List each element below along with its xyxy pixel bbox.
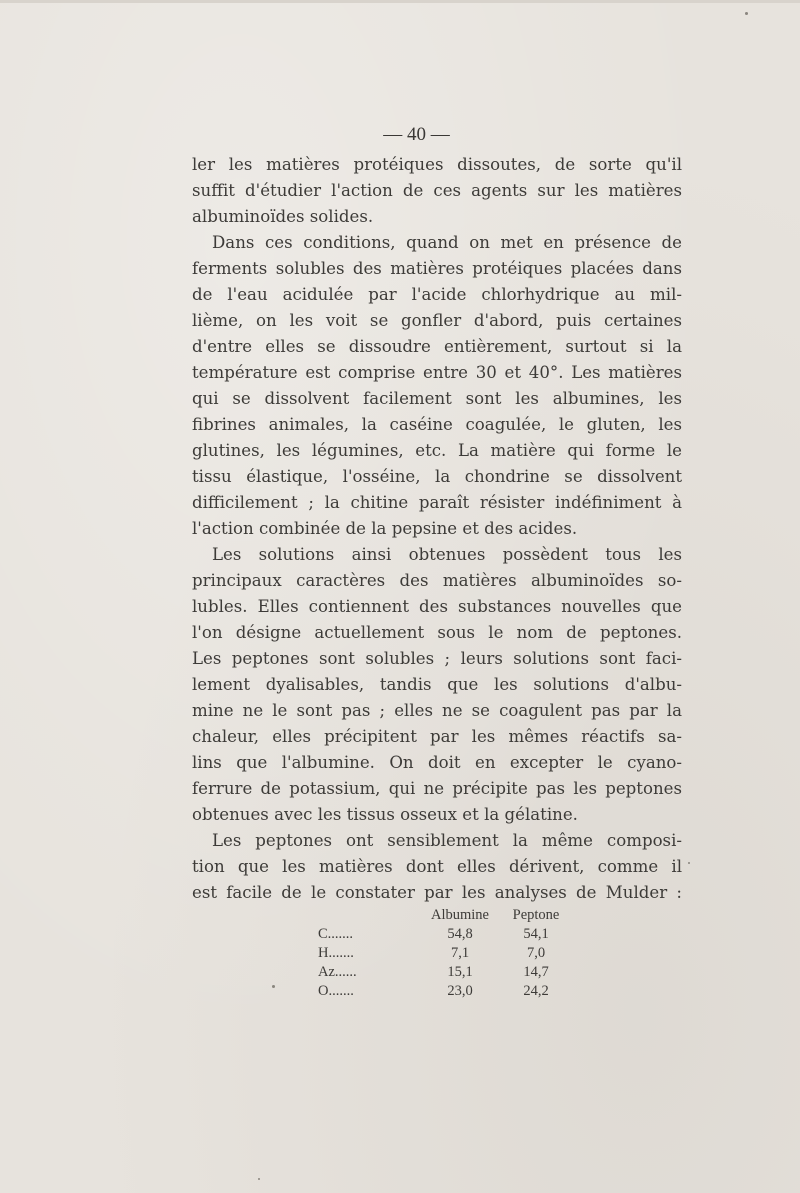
- text-line: Dans ces conditions, quand on met en présence de: [212, 233, 682, 252]
- text-line: tion que les matières dont elles dérivent, comme il: [192, 857, 682, 876]
- peptone-cell: 54,1: [523, 926, 549, 942]
- paper-speck: [688, 862, 690, 864]
- text-line: lubles. Elles contiennent des substances nouvelles que: [192, 597, 682, 616]
- paragraph-3: [192, 542, 682, 828]
- albumine-cell: 23,0: [447, 983, 473, 999]
- text-line: ferments solubles des matières protéiques placées dans: [192, 259, 682, 278]
- composition-table: [318, 906, 574, 1001]
- albumine-cell: 7,1: [450, 945, 470, 961]
- text-line: qui se dissolvent facilement sont les albumines, les: [192, 389, 682, 408]
- table-row: [318, 963, 574, 982]
- paper-speck: [272, 985, 275, 988]
- text-line: température est comprise entre 30 et 40°. Les matières: [192, 363, 682, 382]
- text-line: lième, on les voit se gonfler d'abord, puis certaines: [192, 311, 682, 330]
- element-cell: H.......: [318, 945, 354, 961]
- paragraph-2: [192, 230, 682, 542]
- paper-speck: [745, 12, 748, 15]
- paragraph-4: [192, 828, 682, 906]
- text-line: chaleur, elles précipitent par les mêmes réactifs sa-: [192, 727, 682, 746]
- text-line: Les peptones ont sensiblement la même composi-: [212, 831, 682, 850]
- albumine-cell: 15,1: [447, 964, 473, 980]
- table-row: [318, 925, 574, 944]
- text-line: lins que l'albumine. On doit en excepter le cyano-: [192, 753, 682, 772]
- table-row: [318, 944, 574, 963]
- paragraph-1: [192, 152, 682, 230]
- text-line: obtenues avec les tissus osseux et la gélatine.: [192, 805, 578, 824]
- text-line: fibrines animales, la caséine coagulée, le gluten, les: [192, 415, 682, 434]
- element-cell: C.......: [318, 926, 354, 942]
- text-line: difficilement ; la chitine paraît résister indéfiniment à: [192, 493, 682, 512]
- table-header-peptone: Peptone: [512, 907, 560, 923]
- body-text: [192, 152, 682, 906]
- text-line: l'on désigne actuellement sous le nom de peptones.: [192, 623, 682, 642]
- albumine-cell: 54,8: [447, 926, 473, 942]
- text-line: tissu élastique, l'osséine, la chondrine se dissolvent: [192, 467, 682, 486]
- element-cell: O.......: [318, 983, 354, 999]
- text-line: Les solutions ainsi obtenues possèdent tous les: [212, 545, 682, 564]
- peptone-cell: 7,0: [526, 945, 546, 961]
- text-line: glutines, les légumines, etc. La matière qui forme le: [192, 441, 682, 460]
- text-line: principaux caractères des matières albuminoïdes so-: [192, 571, 682, 590]
- text-line: Les peptones sont solubles ; leurs solutions sont faci-: [192, 649, 682, 668]
- table-row: [318, 982, 574, 1001]
- text-line: mine ne le sont pas ; elles ne se coagulent pas par la: [192, 701, 682, 720]
- paper-speck: [258, 1178, 260, 1180]
- text-line: ferrure de potassium, qui ne précipite pas les peptones: [192, 779, 682, 798]
- text-line: suffit d'étudier l'action de ces agents sur les matières: [192, 181, 682, 200]
- text-line: albuminoïdes solides.: [192, 207, 374, 226]
- table-header-row: [318, 906, 574, 925]
- peptone-cell: 14,7: [523, 964, 549, 980]
- text-line: est facile de le constater par les analyses de Mulder :: [192, 883, 682, 902]
- text-line: de l'eau acidulée par l'acide chlorhydrique au mil-: [192, 285, 682, 304]
- text-line: d'entre elles se dissoudre entièrement, surtout si la: [192, 337, 682, 356]
- text-line: ler les matières protéiques dissoutes, de sorte qu'il: [192, 155, 682, 174]
- element-cell: Az......: [318, 964, 357, 980]
- table-header-albumine: Albumine: [431, 907, 489, 923]
- table-header-element: [318, 906, 422, 925]
- text-line: lement dyalisables, tandis que les solutions d'albu-: [192, 675, 682, 694]
- page-top-edge: [0, 0, 800, 3]
- peptone-cell: 24,2: [523, 983, 549, 999]
- page-number: — 40 —: [383, 124, 450, 145]
- text-line: l'action combinée de la pepsine et des acides.: [192, 519, 578, 538]
